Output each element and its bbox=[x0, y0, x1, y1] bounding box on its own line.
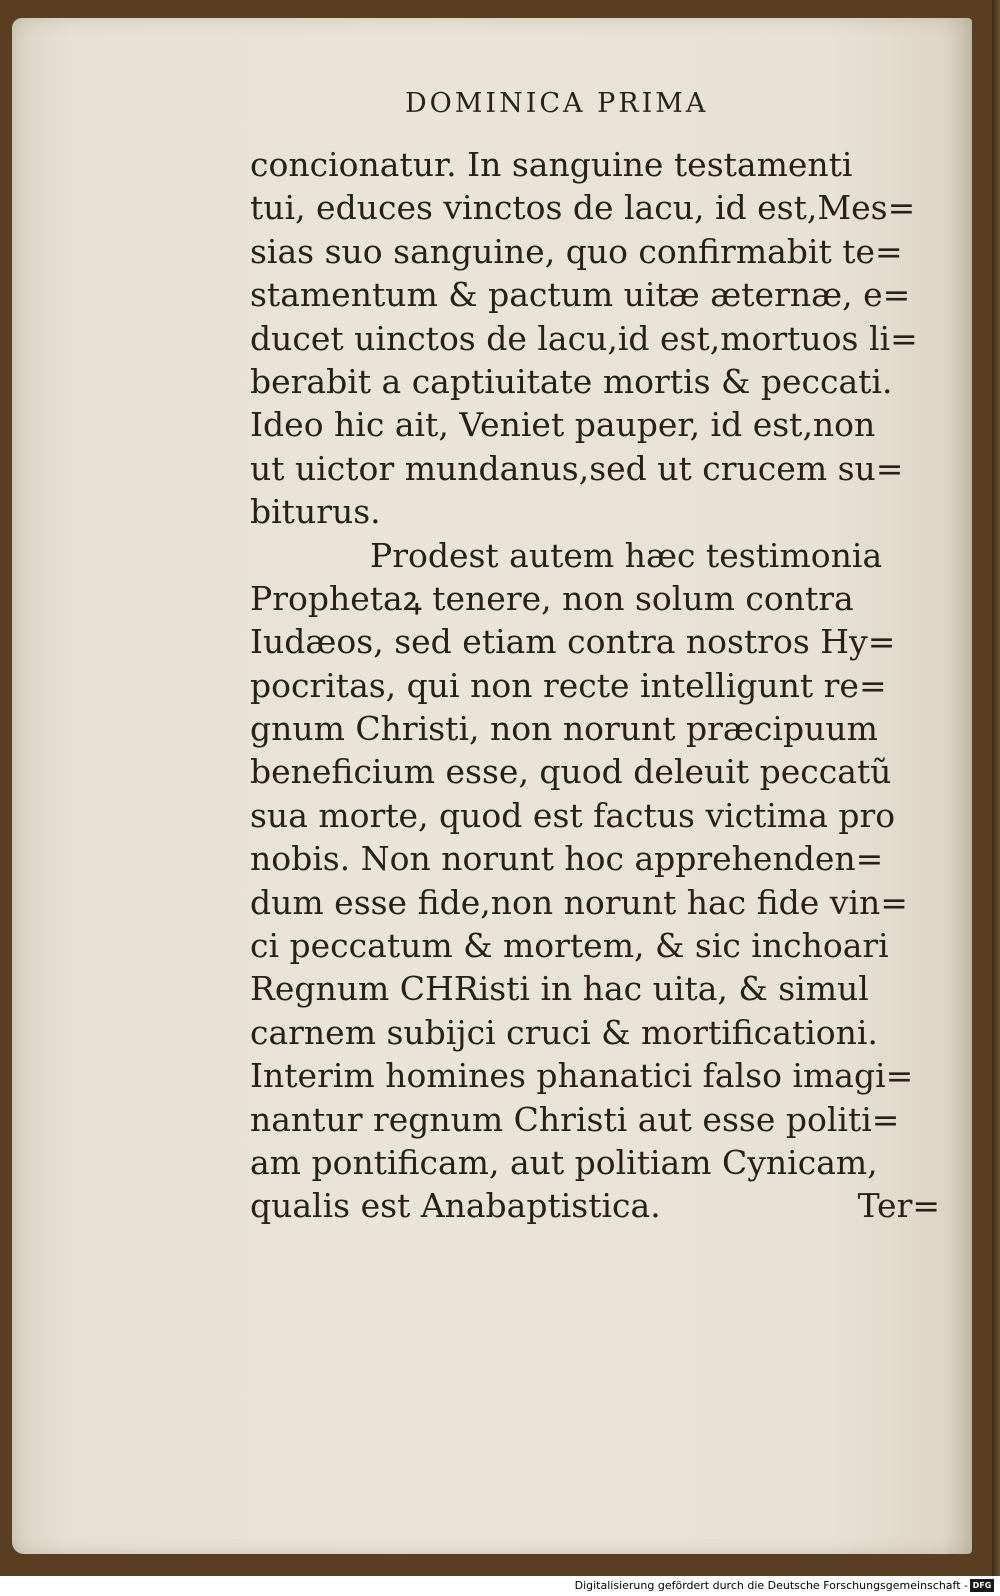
text-line: nobis. Non norunt hoc apprehenden= bbox=[250, 839, 884, 879]
text-line: pocritas, qui non recte intelligunt re= bbox=[250, 665, 887, 705]
text-line: am pontificam, aut politiam Cynicam, bbox=[250, 1142, 878, 1182]
body-text-block bbox=[250, 143, 940, 1228]
text-line: Ideo hic ait, Veniet pauper, id est,non bbox=[250, 405, 876, 445]
text-line: qualis est Anabaptistica. bbox=[250, 1186, 661, 1226]
text-line: Regnum CHRisti in hac uita, & simul bbox=[250, 969, 869, 1009]
text-line: tui, educes vinctos de lacu, id est,Mes= bbox=[250, 188, 916, 228]
text-line: sias suo sanguine, quo confirmabit te= bbox=[250, 231, 903, 271]
digitization-credit: Digitalisierung gefördert durch die Deutsche Forschungsgemeinschaft - bbox=[574, 1579, 968, 1592]
text-line: beneficium esse, quod deleuit peccatũ bbox=[250, 752, 892, 792]
text-line: ci peccatum & mortem, & sic inchoari bbox=[250, 926, 889, 966]
dfg-logo: DFG bbox=[970, 1579, 994, 1592]
text-line: biturus. bbox=[250, 492, 381, 532]
text-line: berabit a captiuitate mortis & peccati. bbox=[250, 361, 893, 401]
catchword: Ter= bbox=[857, 1186, 940, 1226]
text-line: dum esse fide,non norunt hac fide vin= bbox=[250, 882, 908, 922]
text-line: ut uictor mundanus,sed ut crucem su= bbox=[250, 448, 904, 488]
text-line: Interim homines phanatici falso imagi= bbox=[250, 1056, 914, 1096]
text-line: concionatur. In sanguine testamenti bbox=[250, 145, 853, 184]
paragraph-start-line: Prodest autem hæc testimonia bbox=[370, 535, 883, 575]
text-line: Iudæos, sed etiam contra nostros Hy= bbox=[250, 622, 896, 662]
text-line: sua morte, quod est factus victima pro bbox=[250, 795, 896, 835]
text-line: Prophetaꝝ tenere, non solum contra bbox=[250, 578, 854, 618]
running-title: DOMINICA PRIMA bbox=[405, 88, 709, 119]
text-line: nantur regnum Christi aut esse politi= bbox=[250, 1099, 900, 1139]
text-line: stamentum & pactum uitæ æternæ, e= bbox=[250, 275, 911, 315]
last-line-with-catchword bbox=[250, 1184, 940, 1227]
text-line: gnum Christi, non norunt præcipuum bbox=[250, 709, 878, 749]
text-line: ducet uinctos de lacu,id est,mortuos li= bbox=[250, 318, 918, 358]
book-spine bbox=[992, 0, 1000, 1576]
text-line: carnem subijci cruci & mortificationi. bbox=[250, 1012, 878, 1052]
